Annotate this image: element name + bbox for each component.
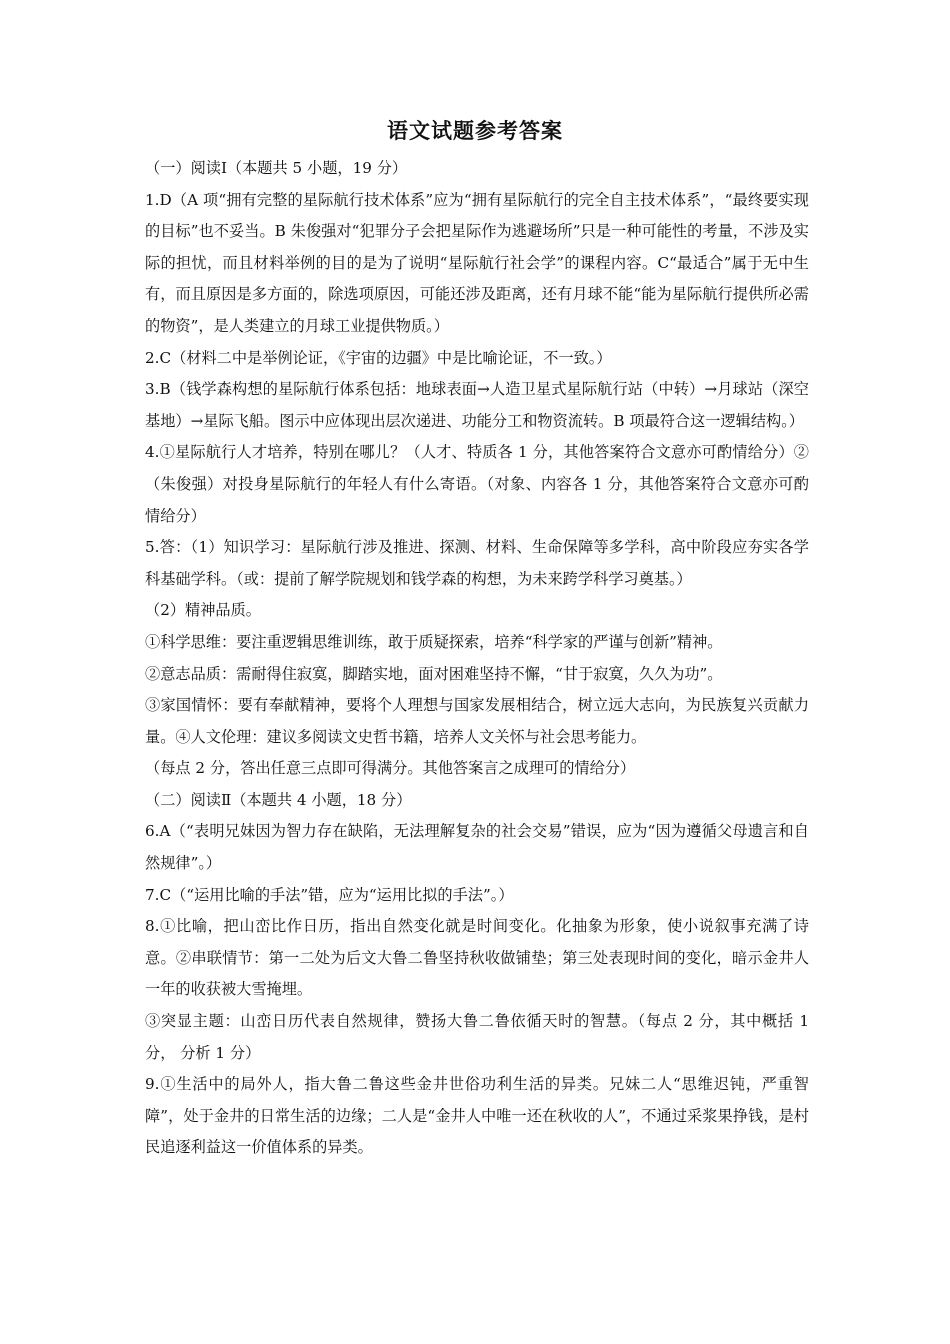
answer-2: 2.C（材料二中是举例论证，《宇宙的边疆》中是比喻论证，不一致。）	[145, 348, 612, 367]
answer-9: 9.①生活中的局外人，指大鲁二鲁这些金井世俗功利生活的异类。兄妹二人“思维迟钝，严重智障”，处于金井的日常生活的边缘；二人是“金井人中唯一还在秋收的人”，不通过采浆果挣钱，是村民追逐利益这一价值体系的异类。	[145, 1075, 809, 1157]
section-heading-reading-1: （一）阅读Ⅰ（本题共 5 小题，19 分）	[145, 159, 408, 177]
answer-body	[145, 153, 809, 1164]
answer-5-scoring-note: （每点 2 分，答出任意三点即可得满分。其他答案言之成理可的情给分）	[145, 759, 636, 778]
answer-5-point-3: ③家国情怀：要有奉献精神，要将个人理想与国家发展相结合，树立远大志向，为民族复兴贡献力量。④人文伦理：建议多阅读文史哲书籍，培养人文关怀与社会思考能力。	[145, 696, 809, 746]
answer-5-point-1: ①科学思维：要注重逻辑思维训练，敢于质疑探索，培养“科学家的严谨与创新”精神。	[145, 632, 723, 651]
answer-4: 4.①星际航行人才培养，特别在哪儿？（人才、特质各 1 分，其他答案符合文意亦可酌情给分）②（朱俊强）对投身星际航行的年轻人有什么寄语。（对象、内容各 1 分，其他答案符合文意亦可酌情给分）	[145, 443, 809, 525]
answer-5-point-2: ②意志品质：需耐得住寂寞，脚踏实地，面对困难坚持不懈，“甘于寂寞，久久为功”。	[145, 664, 723, 683]
answer-8: 8.①比喻，把山峦比作日历，指出自然变化就是时间变化。化抽象为形象，使小说叙事充满了诗意。②串联情节：第一二处为后文大鲁二鲁坚持秋收做铺垫；第三处表现时间的变化，暗示金井人一年的收获被大雪掩埋。	[145, 917, 809, 999]
answer-6: 6.A（“表明兄妹因为智力存在缺陷，无法理解复杂的社会交易”错误，应为“因为遵循父母遗言和自然规律”。）	[145, 822, 809, 873]
answer-1: 1.D（A 项“拥有完整的星际航行技术体系”应为“拥有星际航行的完全自主技术体系”，“最终要实现的目标”也不妥当。B 朱俊强对“犯罪分子会把星际作为逃避场所”只是一种可能性的考量，不涉及实际的担忧，而且材料举例的目的是为了说明“星际航行社会学”的课程内容。C“最适合”属于无中生有，而且原因是多方面的，除选项原因，可能还涉及距离，还有月球不能“能为星际航行提供所必需的物资”，是人类建立的月球工业提供物质。）	[145, 190, 809, 335]
answer-5-part-2: （2）精神品质。	[145, 601, 261, 620]
answer-3: 3.B（钱学森构想的星际航行体系包括：地球表面→人造卫星式星际航行站（中转）→月球站（深空基地）→星际飞船。图示中应体现出层次递进、功能分工和物资流转。B 项最符合这一逻辑结构。）	[145, 380, 809, 430]
page-title: 语文试题参考答案	[387, 118, 563, 143]
section-heading-reading-2: （二）阅读Ⅱ（本题共 4 小题，18 分）	[145, 790, 412, 809]
answer-7: 7.C（“运用比喻的手法”错，应为“运用比拟的手法”。）	[145, 885, 514, 904]
answer-5: 5.答：（1）知识学习：星际航行涉及推进、探测、材料、生命保障等多学科，高中阶段应夯实各学科基础学科。（或：提前了解学院规划和钱学森的构想，为未来跨学科学习奠基。）	[145, 538, 809, 588]
answer-8-point-3: ③突显主题：山峦日历代表自然规律，赞扬大鲁二鲁依循天时的智慧。（每点 2 分，其中概括 1 分， 分析 1 分）	[145, 1012, 809, 1062]
